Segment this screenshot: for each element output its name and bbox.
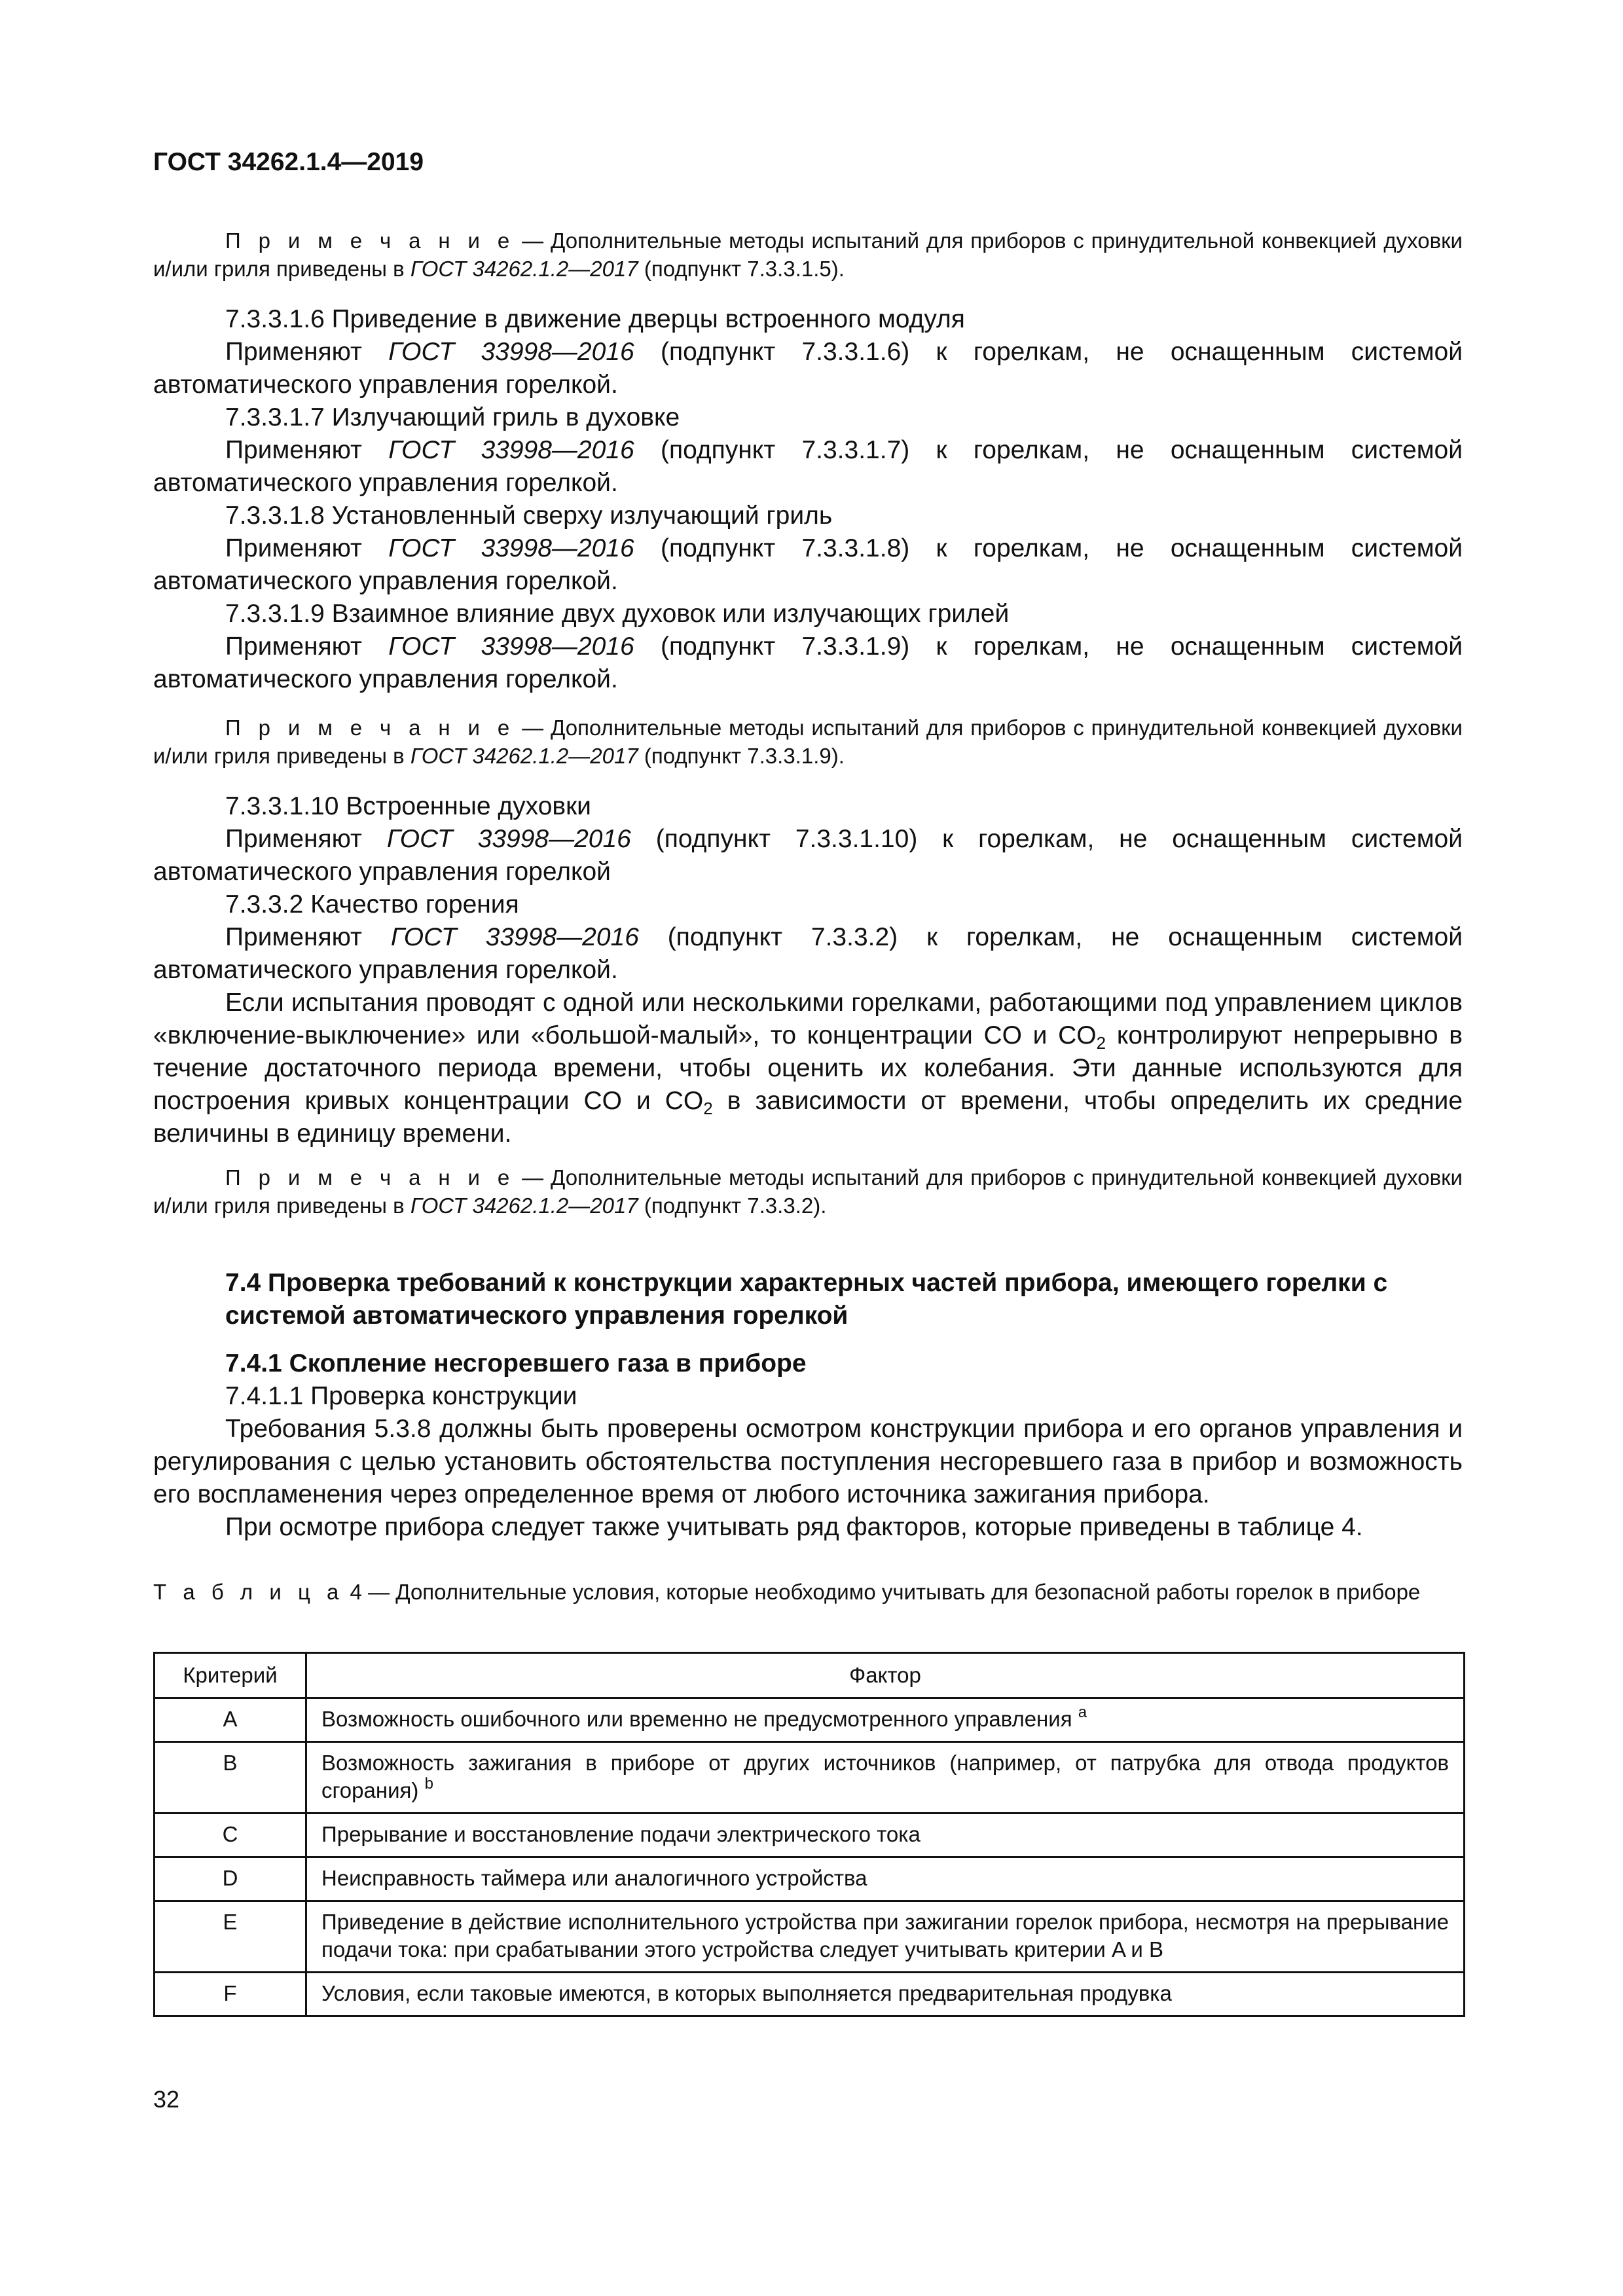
clause-text: Применяют ГОСТ 33998—2016 (подпункт 7.3.3.1.7) к горелкам, не оснащенным системой автоматического управления горелкой. xyxy=(153,436,1463,497)
clause-title: 7.3.3.1.6 Приведение в движение дверцы встроенного модуля xyxy=(225,305,965,333)
clause-title: 7.3.3.1.8 Установленный сверху излучающий гриль xyxy=(225,501,833,530)
section-paragraph: При осмотре прибора следует также учитывать ряд факторов, которые приведены в таблице 4. xyxy=(225,1513,1363,1541)
table-header-row xyxy=(155,1653,1465,1698)
clause-title: 7.3.3.1.7 Излучающий гриль в духовке xyxy=(225,403,680,431)
note-label: П р и м е ч а н и е xyxy=(225,228,515,253)
note-block-2 xyxy=(153,714,1463,770)
combustion-paragraph: Если испытания проводят с одной или несколькими горелками, работающими под управлением циклов «включение-выключение» или «большой-малый», то концентрации CO и $CO_2$ контролируют непрерывно в течение достаточного периода времени, чтобы оценить их колебания. Эти данные используются для построения кривых концентрации CO и $CO_2$ в зависимости от времени, чтобы определить их средние величины в единицу времени. xyxy=(153,989,1463,1148)
table-caption-block xyxy=(153,1578,1463,1606)
standard-ref: ГОСТ 33998—2016 xyxy=(388,338,634,366)
criterion-cell: D xyxy=(155,1857,306,1901)
clause-text: Применяют ГОСТ 33998—2016 (подпункт 7.3.3.1.8) к горелкам, не оснащенным системой автоматического управления горелкой. xyxy=(153,534,1463,595)
clause-text: Применяют ГОСТ 33998—2016 (подпункт 7.3.3.2) к горелкам, не оснащенным системой автоматического управления горелкой. xyxy=(153,923,1463,984)
criterion-cell: E xyxy=(155,1901,306,1973)
section-7-4-title-block xyxy=(153,1267,1463,1332)
criterion-cell: B xyxy=(155,1742,306,1813)
factor-cell: Неисправность таймера или аналогичного устройства xyxy=(306,1857,1465,1901)
table-caption: Т а б л и ц а 4 — Дополнительные условия, которые необходимо учитывать для безопасной работы горелок в приборе xyxy=(153,1580,1421,1604)
note-2: П р и м е ч а н и е — Дополнительные методы испытаний для приборов с принудительной конвекцией духовки и/или гриля приведены в ГОСТ 34262.1.2—2017 (подпункт 7.3.3.1.9). xyxy=(153,716,1463,768)
page-number: 32 xyxy=(153,2086,180,2113)
table-row xyxy=(155,1973,1465,2016)
factor-cell: Условия, если таковые имеются, в которых выполняется предварительная продувка xyxy=(306,1973,1465,2016)
footnote-mark: b xyxy=(424,1775,433,1793)
section-title: 7.4 Проверка требований к конструкции характерных частей прибора, имеющего горелки с системой автоматического управления горелкой xyxy=(225,1269,1388,1330)
section-paragraph: Требования 5.3.8 должны быть проверены осмотром конструкции прибора и его органов управления и регулирования с целью установить обстоятельства поступления несгоревшего газа в прибор и возможность его воспламенения через определенное время от любого источника зажигания прибора. xyxy=(153,1415,1463,1508)
clause-title: 7.3.3.1.9 Взаимное влияние двух духовок или излучающих грилей xyxy=(225,600,1010,628)
table-row xyxy=(155,1742,1465,1813)
criterion-cell: C xyxy=(155,1813,306,1857)
note-label: П р и м е ч а н и е xyxy=(225,716,515,740)
subsection-title: 7.4.1 Скопление несгоревшего газа в приборе xyxy=(225,1349,807,1377)
note-1: П р и м е ч а н и е — Дополнительные методы испытаний для приборов с принудительной конвекцией духовки и/или гриля приведены в ГОСТ 34262.1.2—2017 (подпункт 7.3.3.1.5). xyxy=(153,228,1463,281)
table-row xyxy=(155,1857,1465,1901)
criterion-cell: A xyxy=(155,1698,306,1742)
standard-ref: ГОСТ 34262.1.2—2017 xyxy=(410,1194,638,1218)
factor-cell: Приведение в действие исполнительного устройства при зажигании горелок прибора, несмотря на прерывание подачи тока: при срабатывании этого устройства следует учитывать критерии A и B xyxy=(306,1901,1465,1973)
standard-ref: ГОСТ 34262.1.2—2017 xyxy=(410,744,638,768)
footnote-mark: a xyxy=(1078,1704,1087,1721)
clause-text: Применяют ГОСТ 33998—2016 (подпункт 7.3.3.1.6) к горелкам, не оснащенным системой автоматического управления горелкой. xyxy=(153,338,1463,399)
standard-ref: ГОСТ 33998—2016 xyxy=(386,825,631,853)
subsection-title: 7.4.1.1 Проверка конструкции xyxy=(225,1382,577,1410)
header-criterion: Критерий xyxy=(155,1653,306,1698)
factor-cell: Возможность зажигания в приборе от других источников (например, от патрубка для отвода продуктов сгорания) $^b$ xyxy=(306,1742,1465,1813)
clause-text: Применяют ГОСТ 33998—2016 (подпункт 7.3.3.1.10) к горелкам, не оснащенным системой автоматического управления горелкой xyxy=(153,825,1463,886)
table-label: Т а б л и ц а xyxy=(153,1580,344,1604)
clause-title: 7.3.3.2 Качество горения xyxy=(225,890,519,919)
section-7-4-body xyxy=(153,1347,1463,1544)
clauses-group-1 xyxy=(153,303,1463,696)
document-header: ГОСТ 34262.1.4—2019 xyxy=(153,148,424,176)
standard-ref: ГОСТ 33998—2016 xyxy=(390,923,639,951)
table-row xyxy=(155,1901,1465,1973)
header-factor: Фактор xyxy=(306,1653,1465,1698)
criterion-cell: F xyxy=(155,1973,306,2016)
table-row xyxy=(155,1813,1465,1857)
clause-text: Применяют ГОСТ 33998—2016 (подпункт 7.3.3.1.9) к горелкам, не оснащенным системой автоматического управления горелкой. xyxy=(153,632,1463,693)
factors-table xyxy=(153,1652,1465,2017)
table-4 xyxy=(153,1652,1465,2017)
note-label: П р и м е ч а н и е xyxy=(225,1165,515,1190)
clause-title: 7.3.3.1.10 Встроенные духовки xyxy=(225,792,591,820)
note-block-3 xyxy=(153,1163,1463,1220)
note-block-1 xyxy=(153,227,1463,283)
clauses-group-2 xyxy=(153,790,1463,1150)
factor-cell: Прерывание и восстановление подачи электрического тока xyxy=(306,1813,1465,1857)
factor-cell: Возможность ошибочного или временно не предусмотренного управления $^a$ xyxy=(306,1698,1465,1742)
standard-ref: ГОСТ 33998—2016 xyxy=(388,632,634,661)
standard-ref: ГОСТ 33998—2016 xyxy=(388,534,634,562)
table-row xyxy=(155,1698,1465,1742)
standard-ref: ГОСТ 34262.1.2—2017 xyxy=(410,257,638,281)
standard-ref: ГОСТ 33998—2016 xyxy=(388,436,634,464)
note-3: П р и м е ч а н и е — Дополнительные методы испытаний для приборов с принудительной конвекцией духовки и/или гриля приведены в ГОСТ 34262.1.2—2017 (подпункт 7.3.3.2). xyxy=(153,1165,1463,1218)
